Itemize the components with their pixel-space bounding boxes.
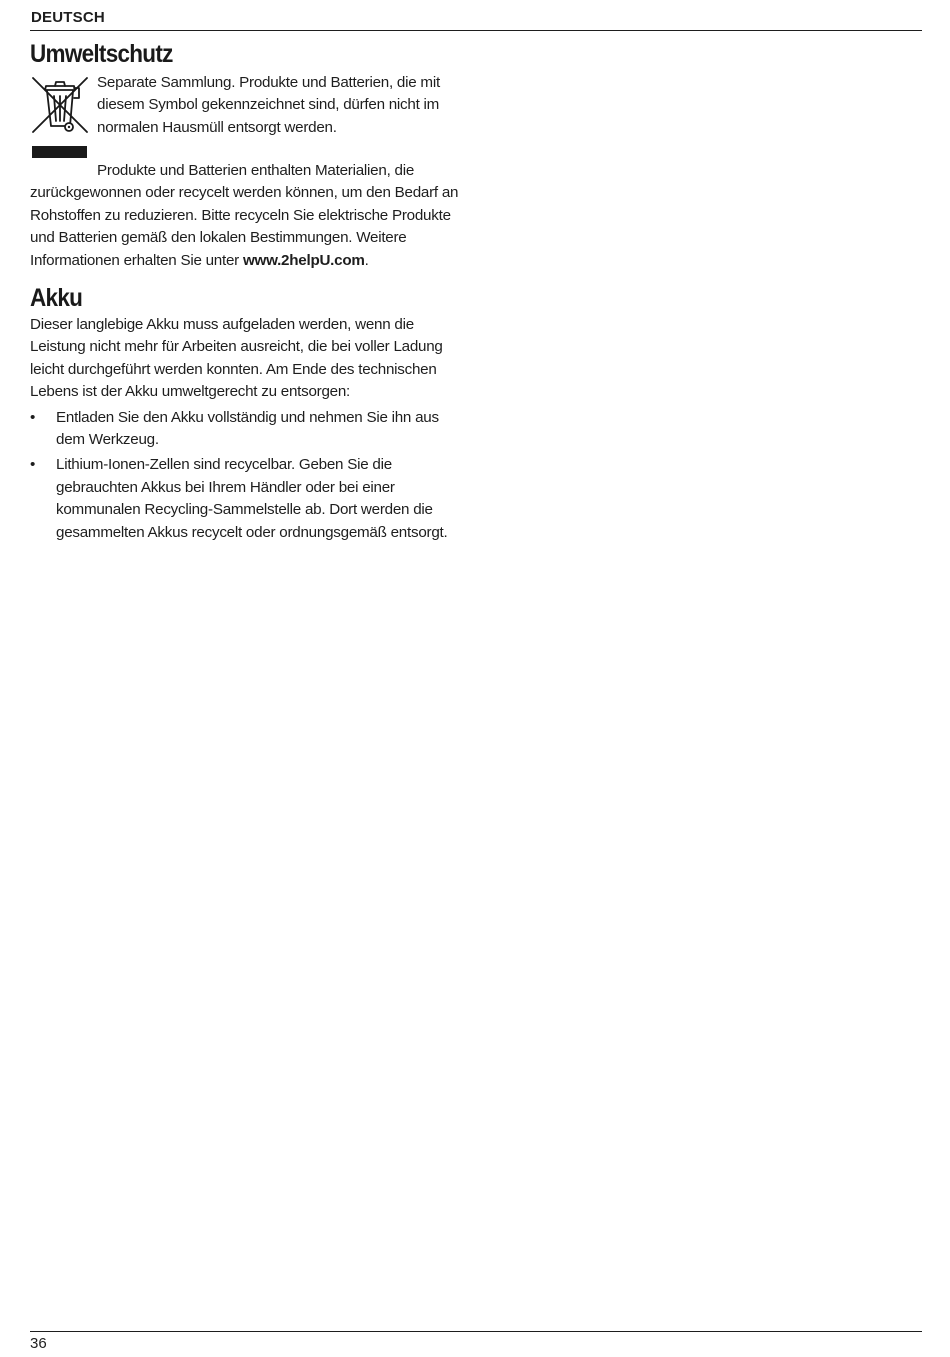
battery-disposal-list	[30, 407, 470, 544]
list-item	[30, 407, 470, 452]
weee-symbol-block	[30, 72, 470, 160]
recycling-paragraph	[30, 160, 470, 272]
recycling-text: Produkte und Batterien enthalten Materialien, die zurückgewonnen oder recycelt werden können, um den Bedarf an Rohstoffen zu reduzieren. Bitte recyceln Sie elektrische Produkte und Batterien gemäß den lokalen Bestimmungen. Weitere Informationen erhalten Sie unter	[30, 162, 459, 269]
bullet-marker: •	[30, 408, 36, 426]
battery-heading: Akku	[30, 284, 83, 313]
list-item	[30, 454, 470, 544]
separate-collection-text: Separate Sammlung. Produkte und Batterien, die mit diesem Symbol gekennzeichnet sind, dürfen nicht im normalen Hausmüll entsorgt werden.	[97, 74, 440, 136]
bullet-marker: •	[30, 456, 36, 474]
battery-intro: Dieser langlebige Akku muss aufgeladen werden, wenn die Leistung nicht mehr für Arbeiten ausreicht, die bei voller Ladung leicht durchgeführt werden konnten. Am Ende des technischen Lebens ist der Akku umweltgerecht zu entsorgen:	[30, 316, 443, 401]
list-item-text: Entladen Sie den Akku vollständig und nehmen Sie ihn aus dem Werkzeug.	[56, 408, 439, 449]
content-column	[30, 38, 470, 547]
website-link[interactable]: www.2helpU.com	[242, 251, 365, 269]
language-label: DEUTSCH	[31, 9, 105, 26]
list-item-text: Lithium-Ionen-Zellen sind recycelbar. Geben Sie die gebrauchten Akkus bei Ihrem Händler oder bei einer kommunalen Recycling-Sammelstelle ab. Dort werden die gesammelten Akkus recycelt oder ordnungsgemäß entsorgt.	[56, 456, 448, 541]
page-number: 36	[30, 1335, 47, 1352]
page-footer	[30, 1331, 922, 1352]
environment-heading: Umweltschutz	[30, 40, 173, 68]
crossed-out-wheelie-bin-icon	[30, 74, 90, 136]
weee-symbol	[30, 74, 90, 160]
weee-underline-bar	[32, 146, 87, 158]
page-header	[30, 8, 922, 31]
recycling-period: .	[364, 251, 369, 269]
